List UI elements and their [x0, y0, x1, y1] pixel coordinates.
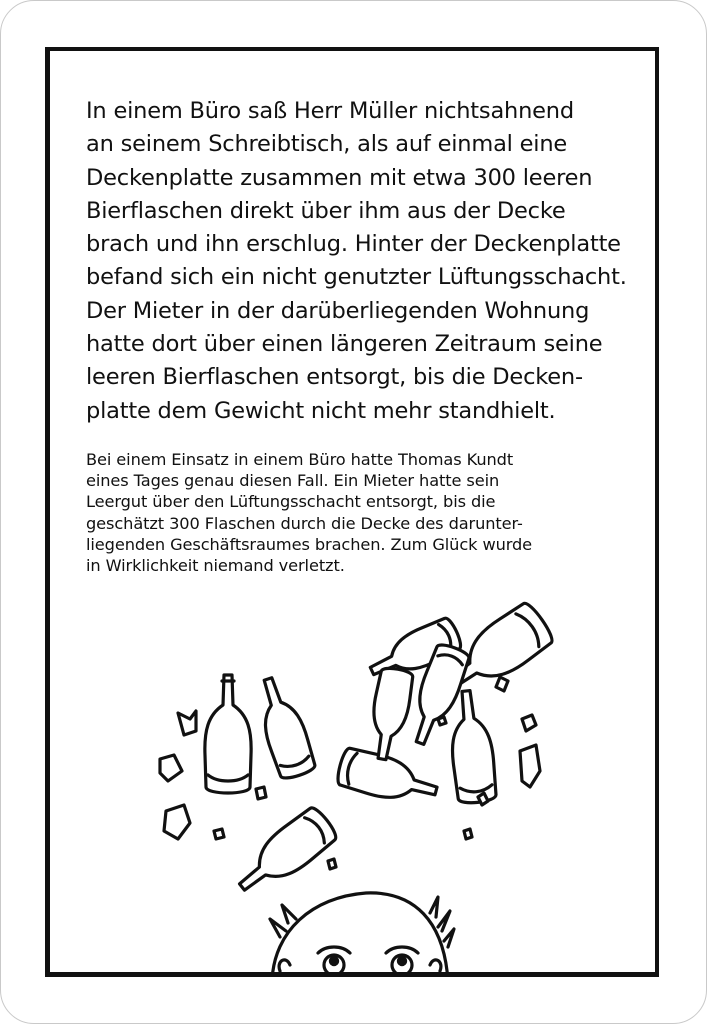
glass-shard-icon — [520, 745, 540, 787]
bottle-icon — [205, 675, 251, 793]
story-line: brach und ihn erschlug. Hinter der Deckenplatte — [86, 231, 621, 258]
note-line: liegenden Geschäftsraumes brachen. Zum Glück wurde — [86, 534, 533, 554]
glass-shard-icon — [178, 711, 196, 735]
story-line: hatte dort über einen längeren Zeitraum seine — [86, 331, 603, 358]
note-line: Bei einem Einsatz in einem Büro hatte Thomas Kundt — [86, 450, 514, 469]
falling-beer-bottles-illustration — [50, 51, 659, 977]
story-line: befand sich ein nicht genutzter Lüftungsschacht. — [86, 264, 627, 291]
glass-shard-icon — [164, 805, 190, 839]
story-line: an seinem Schreibtisch, als auf einmal eine — [86, 131, 568, 158]
bottle-icon — [229, 804, 340, 904]
glass-shard-icon — [464, 829, 472, 839]
glass-shard-icon — [478, 793, 488, 805]
story-line: platte dem Gewicht nicht mehr standhielt. — [86, 397, 556, 424]
story-line: In einem Büro saß Herr Müller nichtsahnend — [86, 98, 574, 124]
story-line: Der Mieter in der darüberliegenden Wohnung — [86, 297, 590, 324]
bottle-icon — [365, 666, 415, 762]
glass-shard-icon — [522, 715, 536, 731]
story-line: Bierflaschen direkt über ihm aus der Decke — [86, 197, 566, 224]
glass-shard-icon — [214, 829, 224, 839]
bottle-icon — [250, 673, 318, 781]
glass-shard-icon — [256, 787, 266, 799]
glass-shard-icon — [328, 859, 336, 869]
note-line: Leergut über den Lüftungsschacht entsorgt, bis die — [86, 492, 496, 512]
note-line: geschätzt 300 Flaschen durch die Decke des darunter- — [86, 513, 523, 533]
glass-shard-icon — [160, 755, 182, 781]
hand-drawn-frame — [45, 47, 659, 977]
glass-shard-icon — [438, 717, 446, 725]
glass-shard-icon — [496, 677, 508, 691]
man-head-icon — [270, 893, 454, 977]
note-line: eines Tages genau diesen Fall. Ein Mieter hatte sein — [86, 471, 500, 491]
story-line: Deckenplatte zusammen mit etwa 300 leeren — [86, 164, 593, 191]
bottle-icon — [446, 689, 498, 805]
story-line: leeren Bierflaschen entsorgt, bis die Decken- — [86, 364, 583, 391]
note-line: in Wirklichkeit niemand verletzt. — [86, 556, 345, 576]
